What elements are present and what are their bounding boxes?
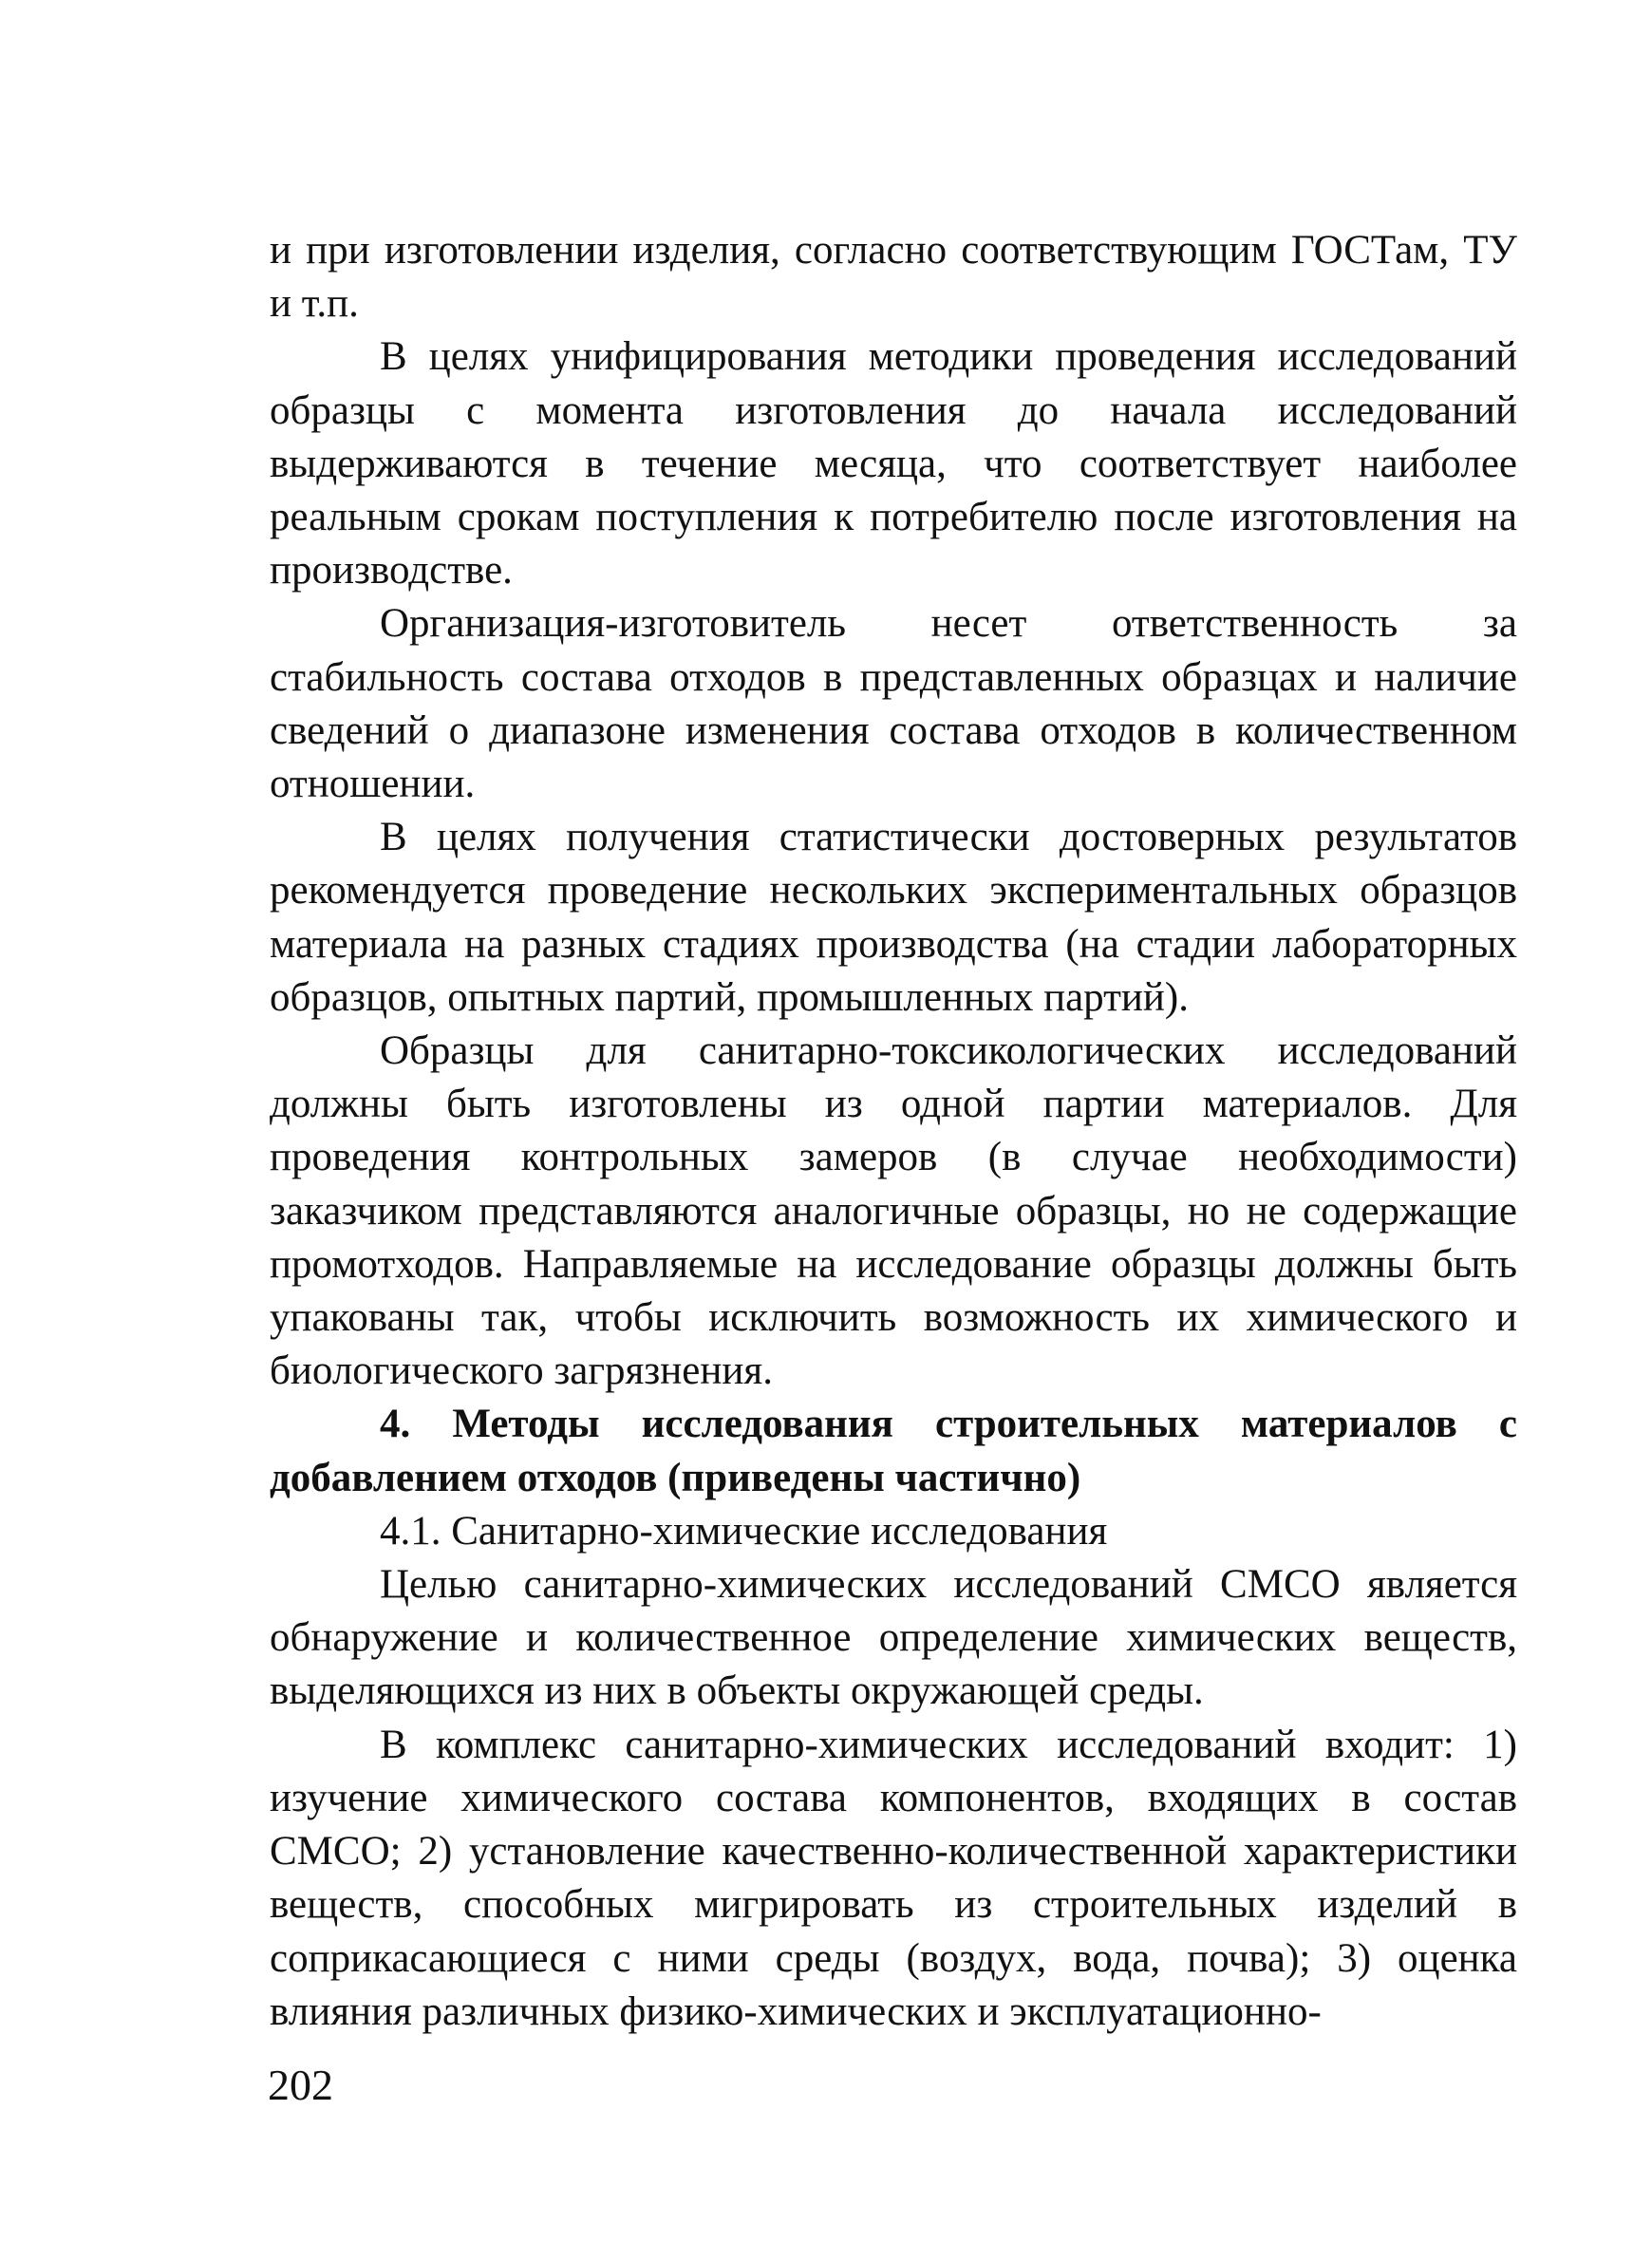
paragraph-unification: В целях унифицирования методики проведения исследований образцы с момента изготовления до начала исследований выдерживаются в течение месяца, что соответствует наиболее реальным срокам поступления к потребителю после изготовления на производстве.	[270, 334, 1517, 594]
page-number: 202	[268, 2061, 333, 2109]
paragraph-purpose: Целью санитарно-химических исследований СМСО является обнаружение и количественное определение химических веществ, выделяющихся из них в объекты окружающей среды.	[270, 1562, 1517, 1714]
paragraph-statistics: В целях получения статистически достоверных результатов рекомендуется проведение нескольких экспериментальных образцов материала на разных стадиях производства (на стадии лабораторных образцов, опытных партий, промышленных партий).	[270, 815, 1517, 1020]
body-text	[270, 224, 1517, 2039]
paragraph-continuation: и при изготовлении изделия, согласно соответствующим ГОСТам, ТУ и т.п.	[270, 228, 1517, 327]
paragraph-samples: Образцы для санитарно-токсикологических исследований должны быть изготовлены из одной партии материалов. Для проведения контрольных замеров (в случае необходимости) заказчиком представляются аналогичные образцы, но не содержащие промотходов. Направляемые на исследование образцы должны быть упакованы так, чтобы исключить возможность их химического и биологического загрязнения.	[270, 1028, 1517, 1394]
section-heading: 4. Методы исследования строительных материалов с добавлением отходов (приведены частично)	[270, 1402, 1517, 1500]
paragraph-manufacturer: Организация-изготовитель несет ответственность за стабильность состава отходов в представленных образцах и наличие сведений о диапазоне изменения состава отходов в количественном отношении.	[270, 601, 1517, 807]
subsection-heading: 4.1. Санитарно-химические исследования	[380, 1508, 1108, 1554]
paragraph-complex: В комплекс санитарно-химических исследований входит: 1) изучение химического состава компонентов, входящих в состав СМСО; 2) установление качественно-количественной характеристики веществ, способных мигрировать из строительных изделий в соприкасающиеся с ними среды (воздух, вода, почва); 3) оценка влияния различных физико-химических и эксплуатационно-	[270, 1722, 1517, 2034]
